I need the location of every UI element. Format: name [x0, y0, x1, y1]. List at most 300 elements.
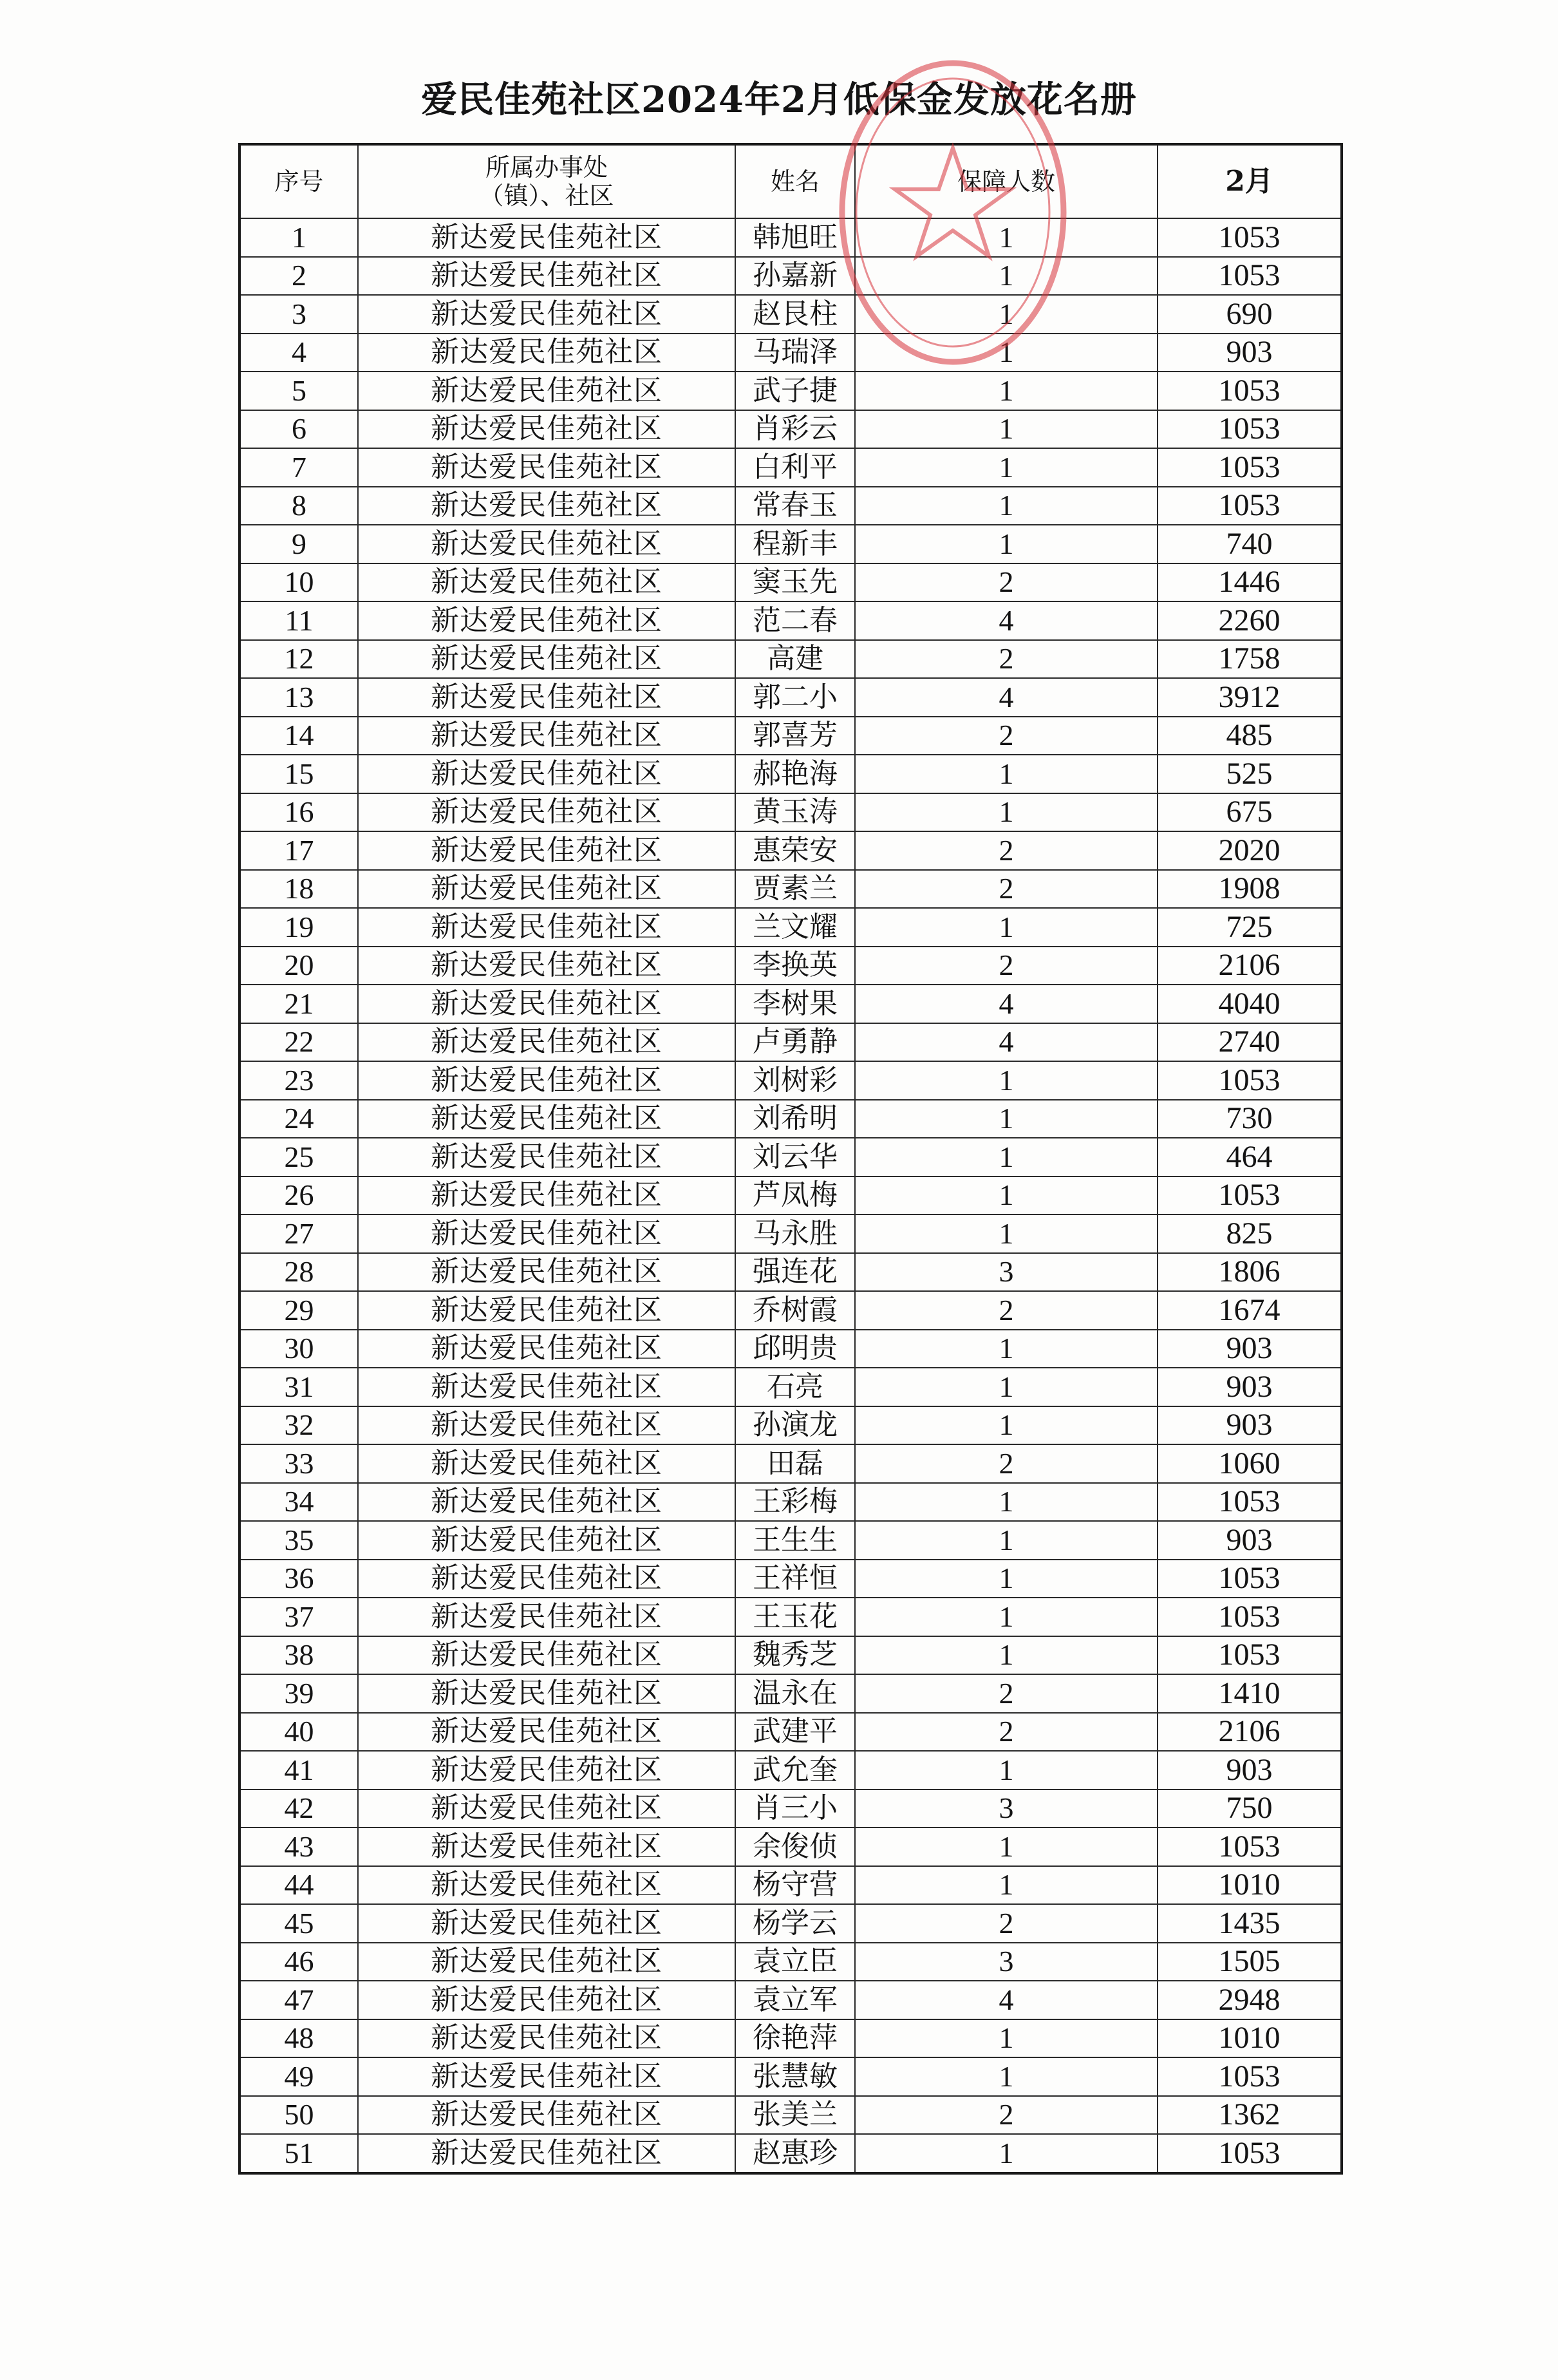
cell-office: 新达爱民佳苑社区	[358, 1674, 735, 1713]
cell-office: 新达爱民佳苑社区	[358, 1904, 735, 1943]
header-office	[358, 144, 735, 218]
cell-name: 田磊	[735, 1444, 855, 1483]
cell-office: 新达爱民佳苑社区	[358, 1866, 735, 1905]
cell-insured-count: 2	[855, 717, 1158, 755]
table-row	[239, 295, 1342, 334]
table-row	[239, 717, 1342, 755]
cell-insured-count: 3	[855, 1253, 1158, 1292]
cell-insured-count: 4	[855, 601, 1158, 640]
cell-insured-count: 2	[855, 831, 1158, 870]
table-row	[239, 831, 1342, 870]
cell-office: 新达爱民佳苑社区	[358, 1981, 735, 2019]
cell-serial-no: 34	[239, 1483, 358, 1522]
table-row	[239, 1483, 1342, 1522]
cell-office: 新达爱民佳苑社区	[358, 601, 735, 640]
cell-insured-count: 1	[855, 1061, 1158, 1100]
cell-name: 赵惠珍	[735, 2134, 855, 2173]
cell-insured-count: 1	[855, 1483, 1158, 1522]
cell-amount: 1446	[1158, 563, 1342, 602]
cell-serial-no: 15	[239, 755, 358, 793]
cell-office: 新达爱民佳苑社区	[358, 487, 735, 525]
cell-serial-no: 37	[239, 1598, 358, 1636]
cell-name: 程新丰	[735, 525, 855, 563]
cell-office: 新达爱民佳苑社区	[358, 831, 735, 870]
cell-insured-count: 1	[855, 755, 1158, 793]
allowance-roster-table	[238, 143, 1343, 2175]
cell-name: 郭二小	[735, 678, 855, 717]
cell-serial-no: 7	[239, 448, 358, 487]
cell-name: 王祥恒	[735, 1560, 855, 1598]
cell-serial-no: 43	[239, 1828, 358, 1866]
cell-amount: 2260	[1158, 601, 1342, 640]
cell-insured-count: 2	[855, 640, 1158, 679]
table-row	[239, 947, 1342, 985]
table-row	[239, 1406, 1342, 1445]
cell-name: 范二春	[735, 601, 855, 640]
cell-serial-no: 38	[239, 1636, 358, 1675]
cell-name: 邱明贵	[735, 1330, 855, 1368]
cell-serial-no: 11	[239, 601, 358, 640]
cell-amount: 740	[1158, 525, 1342, 563]
table-row	[239, 1444, 1342, 1483]
cell-insured-count: 2	[855, 1674, 1158, 1713]
cell-office: 新达爱民佳苑社区	[358, 1023, 735, 1062]
cell-office: 新达爱民佳苑社区	[358, 678, 735, 717]
cell-name: 孙演龙	[735, 1406, 855, 1445]
cell-office: 新达爱民佳苑社区	[358, 1790, 735, 1828]
cell-name: 杨学云	[735, 1904, 855, 1943]
table-row	[239, 1253, 1342, 1292]
table-row	[239, 640, 1342, 679]
cell-name: 温永在	[735, 1674, 855, 1713]
cell-name: 卢勇静	[735, 1023, 855, 1062]
cell-amount: 2106	[1158, 947, 1342, 985]
cell-insured-count: 1	[855, 2019, 1158, 2058]
cell-office: 新达爱民佳苑社区	[358, 755, 735, 793]
cell-insured-count: 4	[855, 1023, 1158, 1062]
cell-insured-count: 1	[855, 1521, 1158, 1560]
cell-name: 强连花	[735, 1253, 855, 1292]
cell-name: 王玉花	[735, 1598, 855, 1636]
cell-office: 新达爱民佳苑社区	[358, 1061, 735, 1100]
cell-serial-no: 16	[239, 793, 358, 832]
cell-office: 新达爱民佳苑社区	[358, 1943, 735, 1981]
cell-insured-count: 3	[855, 1943, 1158, 1981]
cell-serial-no: 40	[239, 1713, 358, 1752]
cell-office: 新达爱民佳苑社区	[358, 793, 735, 832]
cell-insured-count: 4	[855, 1981, 1158, 2019]
table-row	[239, 1560, 1342, 1598]
cell-office: 新达爱民佳苑社区	[358, 448, 735, 487]
cell-name: 张美兰	[735, 2096, 855, 2135]
table-row	[239, 563, 1342, 602]
cell-name: 郝艳海	[735, 755, 855, 793]
table-row	[239, 257, 1342, 296]
cell-amount: 1362	[1158, 2096, 1342, 2135]
cell-name: 徐艳萍	[735, 2019, 855, 2058]
cell-insured-count: 4	[855, 678, 1158, 717]
table-row	[239, 1751, 1342, 1790]
cell-serial-no: 51	[239, 2134, 358, 2173]
cell-serial-no: 8	[239, 487, 358, 525]
cell-amount: 750	[1158, 1790, 1342, 1828]
cell-serial-no: 24	[239, 1100, 358, 1138]
cell-amount: 1053	[1158, 2134, 1342, 2173]
cell-name: 刘希明	[735, 1100, 855, 1138]
cell-insured-count: 2	[855, 2096, 1158, 2135]
cell-insured-count: 1	[855, 334, 1158, 372]
cell-insured-count: 2	[855, 1444, 1158, 1483]
cell-office: 新达爱民佳苑社区	[358, 1828, 735, 1866]
cell-insured-count: 1	[855, 1138, 1158, 1176]
header-name: 姓名	[735, 144, 855, 218]
cell-name: 孙嘉新	[735, 257, 855, 296]
cell-office: 新达爱民佳苑社区	[358, 563, 735, 602]
cell-serial-no: 29	[239, 1291, 358, 1330]
cell-amount: 1053	[1158, 218, 1342, 257]
cell-office: 新达爱民佳苑社区	[358, 1521, 735, 1560]
cell-serial-no: 30	[239, 1330, 358, 1368]
cell-amount: 1053	[1158, 2057, 1342, 2096]
table-body	[239, 218, 1342, 2173]
header-insured-count: 保障人数	[855, 144, 1158, 218]
cell-office: 新达爱民佳苑社区	[358, 525, 735, 563]
cell-serial-no: 32	[239, 1406, 358, 1445]
cell-serial-no: 49	[239, 2057, 358, 2096]
cell-serial-no: 13	[239, 678, 358, 717]
cell-office: 新达爱民佳苑社区	[358, 1560, 735, 1598]
cell-amount: 1053	[1158, 1061, 1342, 1100]
cell-insured-count: 1	[855, 1598, 1158, 1636]
cell-amount: 1053	[1158, 372, 1342, 410]
cell-name: 李换英	[735, 947, 855, 985]
cell-amount: 903	[1158, 1330, 1342, 1368]
cell-insured-count: 1	[855, 257, 1158, 296]
cell-serial-no: 33	[239, 1444, 358, 1483]
table-row	[239, 870, 1342, 909]
cell-office: 新达爱民佳苑社区	[358, 334, 735, 372]
cell-amount: 1053	[1158, 487, 1342, 525]
cell-amount: 725	[1158, 908, 1342, 947]
cell-serial-no: 28	[239, 1253, 358, 1292]
cell-name: 芦凤梅	[735, 1176, 855, 1215]
table-row	[239, 2096, 1342, 2135]
table-row	[239, 1636, 1342, 1675]
cell-serial-no: 2	[239, 257, 358, 296]
cell-amount: 1053	[1158, 410, 1342, 449]
cell-serial-no: 26	[239, 1176, 358, 1215]
table-row	[239, 1943, 1342, 1981]
cell-insured-count: 2	[855, 1713, 1158, 1752]
cell-serial-no: 23	[239, 1061, 358, 1100]
table-row	[239, 1866, 1342, 1905]
table-row	[239, 448, 1342, 487]
cell-serial-no: 45	[239, 1904, 358, 1943]
cell-office: 新达爱民佳苑社区	[358, 218, 735, 257]
cell-amount: 730	[1158, 1100, 1342, 1138]
cell-serial-no: 20	[239, 947, 358, 985]
cell-serial-no: 10	[239, 563, 358, 602]
cell-name: 刘树彩	[735, 1061, 855, 1100]
cell-serial-no: 48	[239, 2019, 358, 2058]
cell-amount: 903	[1158, 1406, 1342, 1445]
cell-insured-count: 1	[855, 1636, 1158, 1675]
cell-amount: 525	[1158, 755, 1342, 793]
cell-office: 新达爱民佳苑社区	[358, 1406, 735, 1445]
header-month: 2月	[1158, 144, 1342, 218]
cell-serial-no: 36	[239, 1560, 358, 1598]
cell-insured-count: 1	[855, 448, 1158, 487]
table-row	[239, 1674, 1342, 1713]
table-row	[239, 1138, 1342, 1176]
cell-insured-count: 1	[855, 1751, 1158, 1790]
cell-name: 窦玉先	[735, 563, 855, 602]
cell-amount: 1053	[1158, 1636, 1342, 1675]
cell-name: 武允奎	[735, 1751, 855, 1790]
cell-name: 王彩梅	[735, 1483, 855, 1522]
cell-serial-no: 21	[239, 985, 358, 1023]
cell-amount: 903	[1158, 1521, 1342, 1560]
header-office-line1: 所属办事处	[485, 153, 608, 182]
cell-office: 新达爱民佳苑社区	[358, 1214, 735, 1253]
cell-amount: 903	[1158, 1751, 1342, 1790]
cell-office: 新达爱民佳苑社区	[358, 908, 735, 947]
cell-office: 新达爱民佳苑社区	[358, 1100, 735, 1138]
cell-amount: 2740	[1158, 1023, 1342, 1062]
cell-insured-count: 2	[855, 563, 1158, 602]
table-row	[239, 1176, 1342, 1215]
cell-serial-no: 19	[239, 908, 358, 947]
table-row	[239, 755, 1342, 793]
cell-office: 新达爱民佳苑社区	[358, 1636, 735, 1675]
cell-amount: 1758	[1158, 640, 1342, 679]
cell-office: 新达爱民佳苑社区	[358, 1444, 735, 1483]
cell-name: 袁立臣	[735, 1943, 855, 1981]
cell-name: 魏秀芝	[735, 1636, 855, 1675]
cell-name: 高建	[735, 640, 855, 679]
cell-name: 乔树霞	[735, 1291, 855, 1330]
cell-amount: 903	[1158, 1368, 1342, 1406]
cell-name: 肖彩云	[735, 410, 855, 449]
cell-name: 王生生	[735, 1521, 855, 1560]
cell-serial-no: 4	[239, 334, 358, 372]
cell-office: 新达爱民佳苑社区	[358, 1598, 735, 1636]
cell-insured-count: 1	[855, 1176, 1158, 1215]
cell-insured-count: 3	[855, 1790, 1158, 1828]
cell-amount: 2106	[1158, 1713, 1342, 1752]
cell-amount: 1053	[1158, 1598, 1342, 1636]
table-row	[239, 793, 1342, 832]
cell-insured-count: 1	[855, 487, 1158, 525]
cell-serial-no: 17	[239, 831, 358, 870]
cell-office: 新达爱民佳苑社区	[358, 1291, 735, 1330]
table-header-row	[239, 144, 1342, 218]
cell-insured-count: 1	[855, 295, 1158, 334]
cell-insured-count: 1	[855, 218, 1158, 257]
table-row	[239, 487, 1342, 525]
cell-serial-no: 22	[239, 1023, 358, 1062]
cell-amount: 1674	[1158, 1291, 1342, 1330]
cell-serial-no: 39	[239, 1674, 358, 1713]
cell-office: 新达爱民佳苑社区	[358, 1713, 735, 1752]
table-row	[239, 1214, 1342, 1253]
cell-amount: 1806	[1158, 1253, 1342, 1292]
cell-insured-count: 1	[855, 793, 1158, 832]
table-row	[239, 1790, 1342, 1828]
cell-name: 张慧敏	[735, 2057, 855, 2096]
cell-insured-count: 1	[855, 908, 1158, 947]
cell-name: 余俊侦	[735, 1828, 855, 1866]
cell-name: 郭喜芳	[735, 717, 855, 755]
cell-office: 新达爱民佳苑社区	[358, 947, 735, 985]
cell-insured-count: 1	[855, 1214, 1158, 1253]
table-row	[239, 2057, 1342, 2096]
table-row	[239, 525, 1342, 563]
cell-office: 新达爱民佳苑社区	[358, 1330, 735, 1368]
cell-name: 石亮	[735, 1368, 855, 1406]
cell-insured-count: 1	[855, 2057, 1158, 2096]
table-row	[239, 1598, 1342, 1636]
cell-name: 李树果	[735, 985, 855, 1023]
table-row	[239, 1291, 1342, 1330]
cell-name: 常春玉	[735, 487, 855, 525]
cell-serial-no: 50	[239, 2096, 358, 2135]
table-row	[239, 1100, 1342, 1138]
cell-serial-no: 46	[239, 1943, 358, 1981]
cell-serial-no: 6	[239, 410, 358, 449]
cell-insured-count: 1	[855, 1406, 1158, 1445]
cell-amount: 903	[1158, 334, 1342, 372]
cell-amount: 1053	[1158, 448, 1342, 487]
cell-serial-no: 1	[239, 218, 358, 257]
table-row	[239, 985, 1342, 1023]
cell-insured-count: 1	[855, 1560, 1158, 1598]
cell-insured-count: 1	[855, 1866, 1158, 1905]
cell-amount: 1908	[1158, 870, 1342, 909]
cell-name: 杨守营	[735, 1866, 855, 1905]
header-office-line2: （镇）、社区	[479, 182, 614, 210]
table-row	[239, 410, 1342, 449]
cell-amount: 1010	[1158, 2019, 1342, 2058]
cell-amount: 1410	[1158, 1674, 1342, 1713]
cell-office: 新达爱民佳苑社区	[358, 717, 735, 755]
table-row	[239, 1828, 1342, 1866]
cell-amount: 690	[1158, 295, 1342, 334]
table-row	[239, 334, 1342, 372]
cell-amount: 1053	[1158, 257, 1342, 296]
table-row	[239, 1330, 1342, 1368]
cell-office: 新达爱民佳苑社区	[358, 257, 735, 296]
cell-office: 新达爱民佳苑社区	[358, 410, 735, 449]
cell-office: 新达爱民佳苑社区	[358, 870, 735, 909]
cell-name: 兰文耀	[735, 908, 855, 947]
cell-name: 刘云华	[735, 1138, 855, 1176]
page-title: 爱民佳苑社区2024年2月低保金发放花名册	[421, 79, 1137, 121]
cell-office: 新达爱民佳苑社区	[358, 1368, 735, 1406]
cell-office: 新达爱民佳苑社区	[358, 372, 735, 410]
table-row	[239, 1981, 1342, 2019]
cell-serial-no: 3	[239, 295, 358, 334]
cell-name: 赵艮柱	[735, 295, 855, 334]
table-row	[239, 218, 1342, 257]
cell-amount: 1053	[1158, 1176, 1342, 1215]
cell-serial-no: 27	[239, 1214, 358, 1253]
cell-amount: 4040	[1158, 985, 1342, 1023]
cell-insured-count: 1	[855, 1100, 1158, 1138]
cell-name: 肖三小	[735, 1790, 855, 1828]
cell-serial-no: 18	[239, 870, 358, 909]
cell-office: 新达爱民佳苑社区	[358, 2134, 735, 2173]
cell-serial-no: 14	[239, 717, 358, 755]
cell-serial-no: 9	[239, 525, 358, 563]
cell-name: 武建平	[735, 1713, 855, 1752]
cell-amount: 1435	[1158, 1904, 1342, 1943]
table-row	[239, 1368, 1342, 1406]
cell-name: 贾素兰	[735, 870, 855, 909]
cell-name: 白利平	[735, 448, 855, 487]
cell-insured-count: 1	[855, 1368, 1158, 1406]
cell-name: 黄玉涛	[735, 793, 855, 832]
table-row	[239, 1904, 1342, 1943]
cell-serial-no: 41	[239, 1751, 358, 1790]
cell-amount: 3912	[1158, 678, 1342, 717]
table-row	[239, 908, 1342, 947]
cell-insured-count: 1	[855, 410, 1158, 449]
cell-serial-no: 47	[239, 1981, 358, 2019]
cell-amount: 1505	[1158, 1943, 1342, 1981]
cell-insured-count: 1	[855, 1330, 1158, 1368]
cell-insured-count: 2	[855, 1291, 1158, 1330]
cell-amount: 485	[1158, 717, 1342, 755]
cell-office: 新达爱民佳苑社区	[358, 985, 735, 1023]
cell-serial-no: 5	[239, 372, 358, 410]
cell-insured-count: 1	[855, 1828, 1158, 1866]
table-row	[239, 678, 1342, 717]
cell-office: 新达爱民佳苑社区	[358, 2096, 735, 2135]
cell-office: 新达爱民佳苑社区	[358, 295, 735, 334]
cell-amount: 2020	[1158, 831, 1342, 870]
cell-amount: 1010	[1158, 1866, 1342, 1905]
cell-name: 袁立军	[735, 1981, 855, 2019]
table-row	[239, 372, 1342, 410]
cell-insured-count: 2	[855, 1904, 1158, 1943]
cell-insured-count: 1	[855, 2134, 1158, 2173]
cell-name: 韩旭旺	[735, 218, 855, 257]
cell-serial-no: 31	[239, 1368, 358, 1406]
cell-office: 新达爱民佳苑社区	[358, 2019, 735, 2058]
cell-amount: 825	[1158, 1214, 1342, 1253]
cell-office: 新达爱民佳苑社区	[358, 1253, 735, 1292]
cell-serial-no: 44	[239, 1866, 358, 1905]
table-row	[239, 2134, 1342, 2173]
cell-office: 新达爱民佳苑社区	[358, 1176, 735, 1215]
cell-office: 新达爱民佳苑社区	[358, 640, 735, 679]
table-row	[239, 1061, 1342, 1100]
cell-name: 武子捷	[735, 372, 855, 410]
cell-amount: 2948	[1158, 1981, 1342, 2019]
cell-amount: 464	[1158, 1138, 1342, 1176]
table-row	[239, 1713, 1342, 1752]
cell-amount: 675	[1158, 793, 1342, 832]
table-row	[239, 1023, 1342, 1062]
cell-amount: 1053	[1158, 1828, 1342, 1866]
cell-serial-no: 12	[239, 640, 358, 679]
cell-name: 惠荣安	[735, 831, 855, 870]
cell-serial-no: 42	[239, 1790, 358, 1828]
cell-serial-no: 35	[239, 1521, 358, 1560]
table-row	[239, 1521, 1342, 1560]
cell-amount: 1053	[1158, 1483, 1342, 1522]
